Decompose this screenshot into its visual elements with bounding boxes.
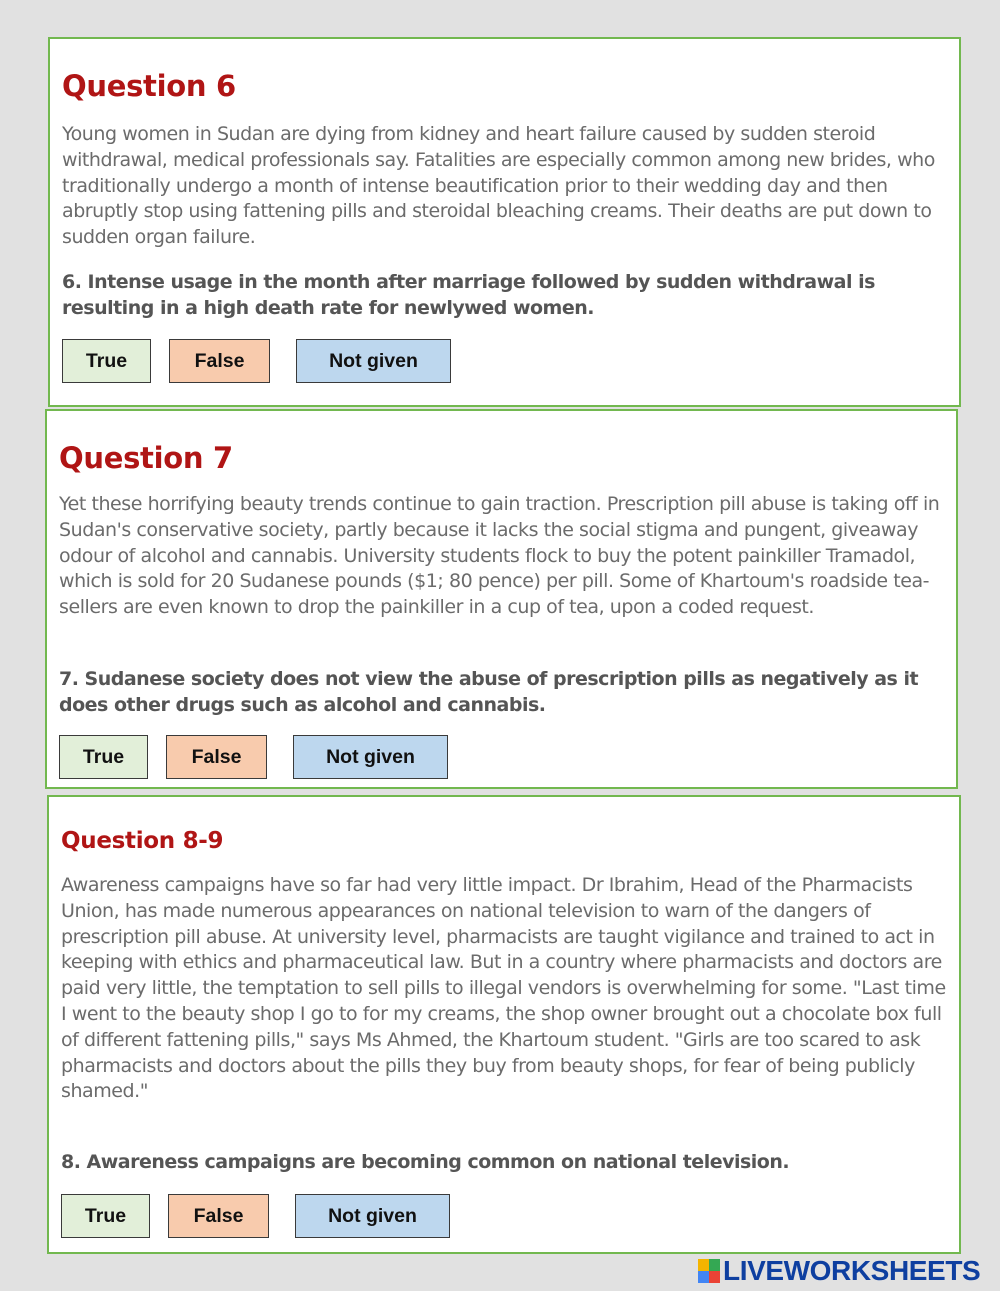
question-8-false-button[interactable]: False xyxy=(168,1194,269,1238)
liveworksheets-logo-text: LIVEWORKSHEETS xyxy=(723,1255,981,1286)
question-8-9-passage: Awareness campaigns have so far had very little impact. Dr Ibrahim, Head of the Pharmacists Union, has made numerous appearances on national television to warn of the dangers of prescription pill abuse. At university level, pharmacists are taught vigilance and trained to act in keeping with ethics and pharmaceutical law. But in a country where pharmacists and doctors are paid very little, the temptation to sell pills to illegal vendors is overwhelming for some. "Last time I went to the beauty shop I go to for my creams, the shop owner brought out a chocolate box full of different fattening pills," says Ms Ahmed, the Khartoum student. "Girls are too scared to ask pharmacists and doctors about the pills they buy from beauty shops, for fear of being publicly shamed." xyxy=(61,874,946,1103)
question-6-title: Question 6 xyxy=(62,69,236,103)
liveworksheets-logo xyxy=(698,1256,980,1286)
question-7-passage: Yet these horrifying beauty trends continue to gain traction. Prescription pill abuse is taking off in Sudan's conservative society, partly because it lacks the social stigma and pungent, giveaway odour of alcohol and cannabis. University students flock to buy the potent painkiller Tramadol, which is sold for 20 Sudanese pounds ($1; 80 pence) per pill. Some of Khartoum's roadside tea-sellers are even known to drop the painkiller in a cup of tea, upon a coded request. xyxy=(59,493,940,619)
question-6-card xyxy=(48,37,961,407)
liveworksheets-logo-icon xyxy=(698,1259,720,1283)
question-8-statement: 8. Awareness campaigns are becoming common on national television. xyxy=(61,1151,790,1173)
question-6-false-button[interactable]: False xyxy=(169,339,270,383)
question-7-card xyxy=(45,409,958,789)
question-6-passage: Young women in Sudan are dying from kidney and heart failure caused by sudden steroid withdrawal, medical professionals say. Fatalities are especially common among new brides, who traditionally undergo a month of intense beautification prior to their wedding day and then abruptly stop using fattening pills and steroidal bleaching creams. Their deaths are put down to sudden organ failure. xyxy=(62,123,935,249)
question-8-9-card xyxy=(47,795,961,1254)
question-8-true-button[interactable]: True xyxy=(61,1194,150,1238)
question-7-not-given-button[interactable]: Not given xyxy=(293,735,448,779)
question-8-9-title: Question 8-9 xyxy=(61,828,224,854)
question-6-not-given-button[interactable]: Not given xyxy=(296,339,451,383)
question-7-title: Question 7 xyxy=(59,441,233,475)
question-8-not-given-button[interactable]: Not given xyxy=(295,1194,450,1238)
question-6-true-button[interactable]: True xyxy=(62,339,151,383)
question-6-statement: 6. Intense usage in the month after marriage followed by sudden withdrawal is resulting in a high death rate for newlywed women. xyxy=(62,271,875,319)
question-7-false-button[interactable]: False xyxy=(166,735,267,779)
question-7-statement: 7. Sudanese society does not view the abuse of prescription pills as negatively as it does other drugs such as alcohol and cannabis. xyxy=(59,668,919,716)
question-7-true-button[interactable]: True xyxy=(59,735,148,779)
